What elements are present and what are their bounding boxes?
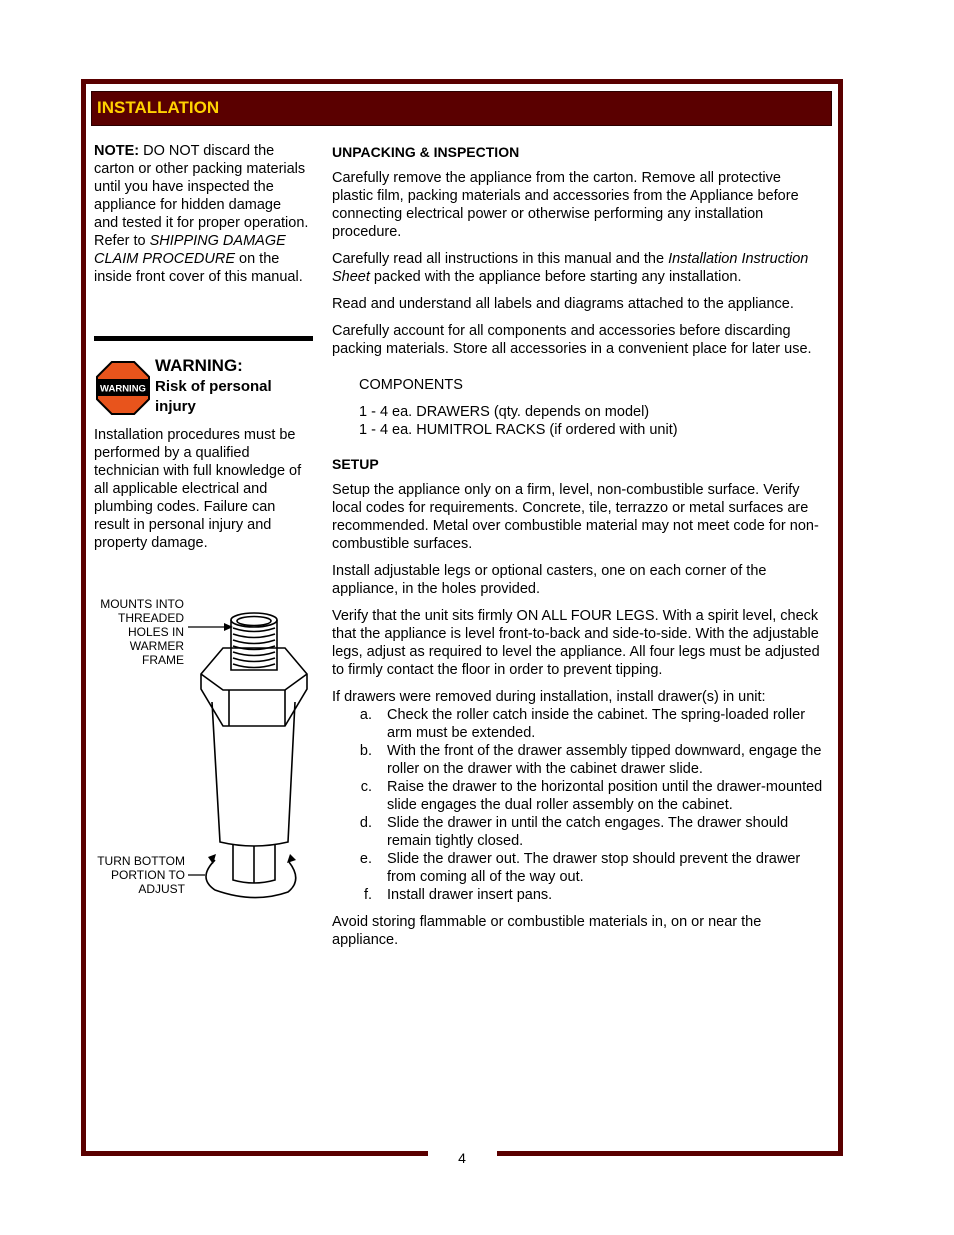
leg-drawing (92, 592, 316, 904)
drawer-step (332, 706, 824, 742)
page-frame-top (81, 79, 843, 84)
step-text: With the front of the drawer assembly tipped downward, engage the roller on the drawer with the cabinet drawer slide. (387, 743, 822, 777)
figure-label-bottom-line: PORTION TO (110, 868, 185, 882)
page-number: 4 (458, 1150, 466, 1166)
page-frame-bottom-right (497, 1151, 843, 1156)
note-box (94, 142, 309, 286)
figure-label-top-line: FRAME (142, 653, 184, 667)
page-frame-left (81, 79, 86, 1156)
step-letter: c. (360, 779, 372, 795)
components-list (332, 403, 824, 439)
warning-sign-text: WARNING (100, 383, 146, 395)
setup-paragraph-5: Avoid storing flammable or combustible materials in, on or near the appliance. (332, 914, 762, 948)
drawer-step (332, 778, 824, 814)
warning-octagon-icon (95, 360, 151, 416)
step-text: Raise the drawer to the horizontal position until the drawer-mounted slide engages the dual roller assembly on the cabinet. (387, 779, 823, 813)
unpacking-p2-pre: Carefully read all instructions in this manual and the (332, 251, 669, 267)
figure-label-bottom-line: TURN BOTTOM (97, 854, 185, 868)
section-divider (94, 336, 313, 341)
figure-label-top-line: THREADED (117, 611, 184, 625)
warning-subheading: Risk of personal injury (155, 378, 272, 415)
step-letter: b. (359, 743, 372, 759)
drawer-step (332, 850, 824, 886)
drawer-steps-list (332, 706, 824, 904)
drawer-step (332, 814, 824, 850)
step-text: Install drawer insert pans. (387, 887, 553, 903)
note-paragraph (94, 142, 309, 232)
unpacking-p2-post: packed with the appliance before starting any installation. (369, 269, 742, 285)
figure-label-top-line: HOLES IN (127, 625, 184, 639)
drawer-step (332, 886, 824, 904)
warning-heading: WARNING: (155, 356, 243, 375)
section-title: INSTALLATION (97, 98, 220, 117)
components-item: 1 - 4 ea. HUMITROL RACKS (if ordered with unit) (359, 422, 678, 438)
setup-paragraph-2: Install adjustable legs or optional casters, one on each corner of the appliance, in the holes provided. (332, 563, 767, 597)
warning-body: Installation procedures must be performed by a qualified technician with full knowledge of all applicable electrical and plumbing codes. Failure can result in personal injury and property damage. (94, 427, 302, 551)
figure-label-top-line: MOUNTS INTO (100, 597, 184, 611)
components-item: 1 - 4 ea. DRAWERS (qty. depends on model) (359, 404, 650, 420)
step-text: Slide the drawer in until the catch engages. The drawer should remain tightly closed. (387, 815, 789, 849)
setup-paragraph-4: If drawers were removed during installation, install drawer(s) in unit: (332, 689, 766, 705)
note-reference (94, 232, 309, 286)
figure-label-top-line: WARMER (129, 639, 184, 653)
setup-heading: SETUP (332, 456, 379, 472)
unpacking-paragraph-1: Carefully remove the appliance from the carton. Remove all protective plastic film, packing materials and accessories from the Appliance before connecting electrical power or otherwise performing any installation procedure. (332, 170, 799, 240)
unpacking-paragraph-2 (332, 250, 824, 286)
step-letter: a. (359, 707, 372, 723)
step-letter: f. (363, 887, 372, 903)
section-header (91, 91, 832, 126)
adjustable-leg-figure (92, 592, 316, 904)
page-frame-bottom-left (81, 1151, 428, 1156)
unpacking-heading: UNPACKING & INSPECTION (332, 144, 520, 160)
unpacking-paragraph-4: Carefully account for all components and accessories before discarding packing materials. Store all accessories in a convenient place for later use. (332, 323, 812, 357)
step-text: Check the roller catch inside the cabinet. The spring-loaded roller arm must be extended. (387, 707, 806, 741)
note-ref-pre: Refer to (94, 233, 150, 249)
step-letter: e. (359, 851, 372, 867)
components-title: COMPONENTS (359, 377, 463, 393)
step-letter: d. (359, 815, 372, 831)
installation-sheet-title: Installation Instruction Sheet (332, 251, 809, 285)
unpacking-paragraph-3: Read and understand all labels and diagrams attached to the appliance. (332, 296, 794, 312)
note-label: NOTE: (94, 143, 140, 159)
main-content (332, 143, 824, 958)
figure-label-bottom-line: ADJUST (138, 882, 185, 896)
step-text: Slide the drawer out. The drawer stop should prevent the drawer from coming all of the way out. (387, 851, 801, 885)
drawer-step (332, 742, 824, 778)
setup-paragraph-1: Setup the appliance only on a firm, level, non-combustible surface. Verify local codes for requirements. Concrete, tile, terrazzo or metal surfaces are recommended. Metal over combustible material may not meet code for non-combustible surfaces. (332, 482, 819, 552)
note-ref-post: on the inside front cover of this manual. (94, 251, 303, 285)
setup-paragraph-3: Verify that the unit sits firmly ON ALL FOUR LEGS. With a spirit level, check that the appliance is level front-to-back and side-to-side. With the adjustable legs, adjust as required to level the appliance. All four legs must be adjusted to firmly contact the floor in order to prevent tipping. (332, 608, 820, 678)
note-ref-title: SHIPPING DAMAGE CLAIM PROCEDURE (94, 233, 286, 267)
page-frame-right (838, 79, 843, 1156)
note-text: DO NOT discard the carton or other packing materials until you have inspected the appliance for hidden damage and tested it for proper operation. (94, 143, 309, 231)
